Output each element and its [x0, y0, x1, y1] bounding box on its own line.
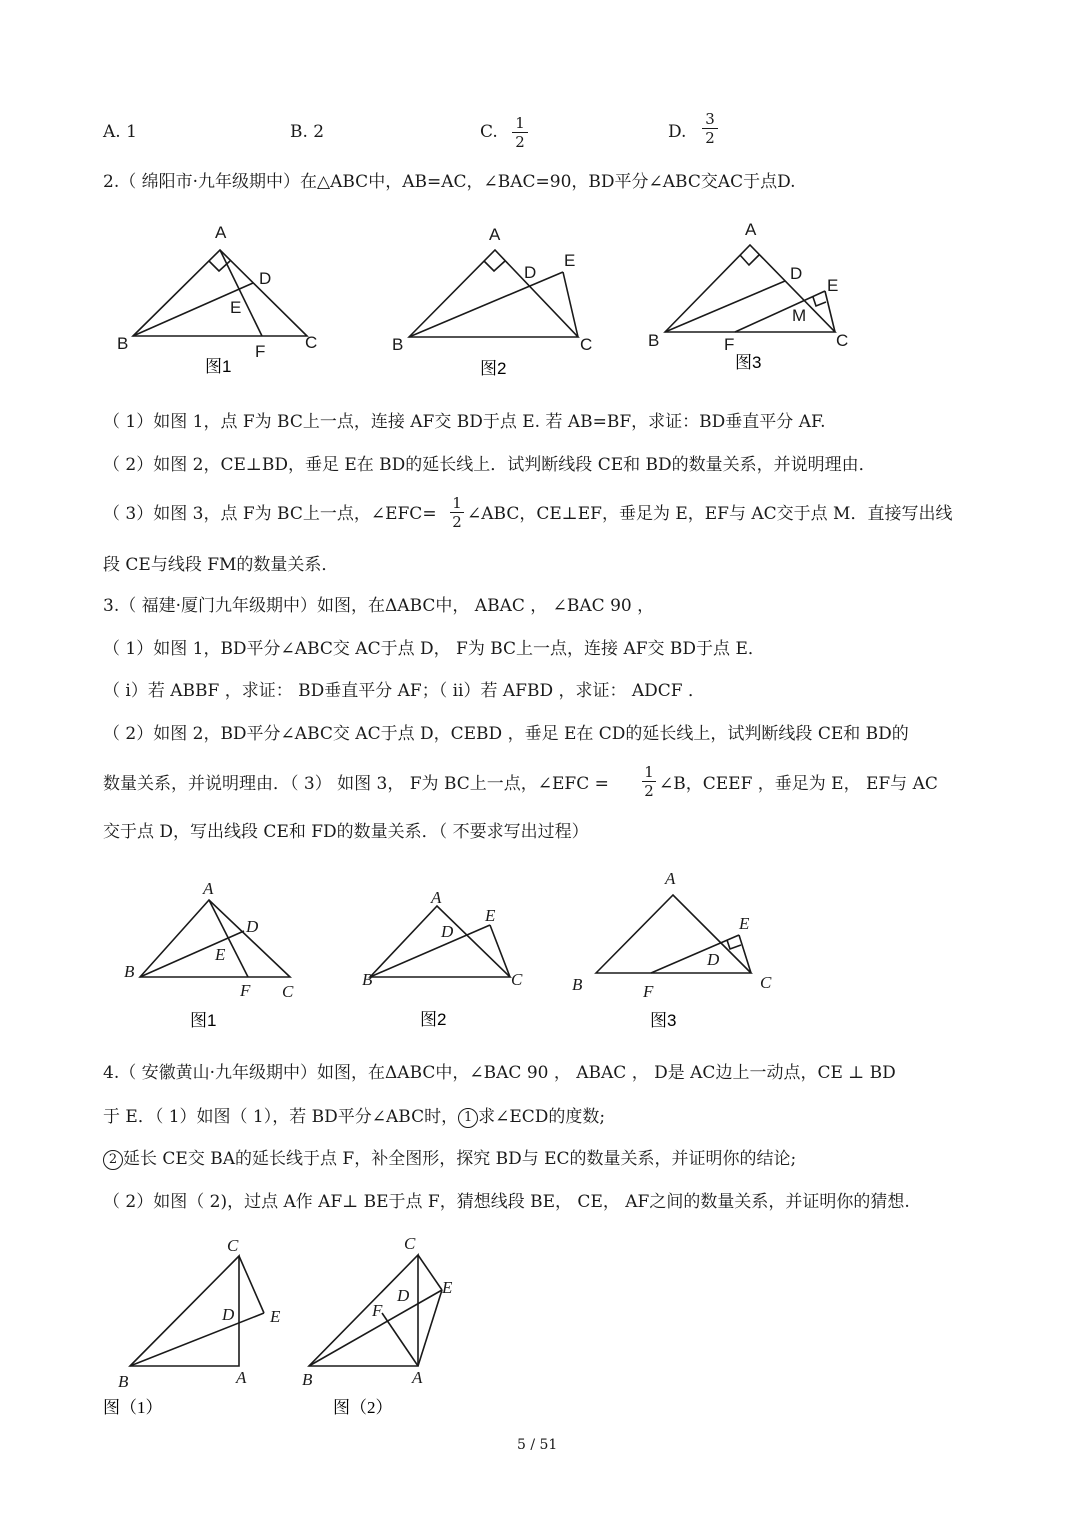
- segment-ce: [418, 1255, 442, 1290]
- fraction-numerator: 1: [644, 763, 654, 781]
- label-f: F: [724, 335, 735, 354]
- label-d: D: [259, 269, 272, 288]
- label-b: B: [117, 334, 129, 353]
- label-d: D: [397, 1286, 410, 1305]
- label-a: A: [215, 223, 227, 242]
- label-b: B: [118, 1372, 129, 1391]
- label-e: E: [564, 251, 576, 270]
- q3-part3-b: ∠B，CEEF ，垂足为 E， EF与 AC: [659, 774, 938, 794]
- q3-fig1-caption: 图1: [190, 1011, 217, 1030]
- label-f: F: [372, 1301, 383, 1320]
- label-c: C: [836, 331, 849, 350]
- label-c: C: [404, 1234, 416, 1253]
- label-a: A: [412, 1368, 423, 1387]
- q3-part3-c: 交于点 D，写出线段 CE和 FD的数量关系．（ 不要求写出过程）: [103, 822, 589, 842]
- label-a: A: [665, 869, 676, 888]
- label-a: A: [489, 225, 501, 244]
- q4-fig2-caption: 图（2）: [333, 1398, 393, 1417]
- q3-fig3-caption: 图3: [650, 1011, 677, 1030]
- circled-number-2: 2: [103, 1150, 123, 1170]
- q3-part1-sub: （ i）若 ABBF ，求证： BD垂直平分 AF；（ ii）若 AFBD ，求证： ADCF ．: [103, 681, 706, 701]
- fraction-numerator: 3: [705, 110, 715, 128]
- label-b: B: [572, 975, 583, 994]
- fraction-denominator: 2: [512, 132, 528, 151]
- label-e: E: [442, 1278, 453, 1297]
- label-e: E: [827, 276, 839, 295]
- label-c: C: [760, 973, 772, 992]
- label-c: C: [511, 970, 523, 989]
- label-d: D: [222, 1305, 235, 1324]
- label-d: D: [524, 263, 537, 282]
- label-a: A: [203, 879, 214, 898]
- label-d: D: [707, 950, 720, 969]
- option-c: C.: [480, 122, 498, 142]
- q3-part2: （ 2）如图 2，BD平分∠ABC交 AC于点 D，CEBD ，垂足 E在 CD的延长线上，试判断线段 CE和 BD的: [103, 724, 909, 744]
- label-b: B: [362, 970, 373, 989]
- q3-part3-a: 数量关系，并说明理由．（ 3） 如图 3， F为 BC上一点，∠EFC =: [103, 774, 609, 794]
- q2-part3-a: （ 3）如图 3，点 F为 BC上一点，∠EFC=: [103, 504, 437, 524]
- segment-bd: [130, 1313, 264, 1366]
- label-a: A: [745, 220, 757, 239]
- q4-part1-text: 于 E．（ 1）如图（ 1），若 BD平分∠ABC时，: [103, 1107, 459, 1127]
- label-b: B: [392, 335, 404, 354]
- fraction-denominator: 2: [450, 512, 464, 531]
- label-f: F: [255, 342, 266, 361]
- q2-part3-c: 段 CE与线段 FM的数量关系．: [103, 555, 339, 575]
- q2-part2: （ 2）如图 2，CE⊥BD，垂足 E在 BD的延长线上．试判断线段 CE和 BD的数量关系，并说明理由．: [103, 455, 876, 475]
- label-a: A: [431, 888, 442, 907]
- q4-part1-question: 求∠ECD的度数;: [478, 1107, 606, 1127]
- label-d: D: [790, 264, 803, 283]
- label-c: C: [305, 333, 318, 352]
- circled-number-1: 1: [458, 1108, 478, 1128]
- label-m: M: [792, 306, 807, 325]
- q4-figure-2: [302, 1234, 453, 1389]
- label-e: E: [215, 945, 226, 964]
- label-b: B: [648, 331, 660, 350]
- q3-header: 3.（ 福建·厦门九年级期中）如图，在ΔABC中， ABAC ， ∠BAC 90 ，: [103, 596, 655, 616]
- q2-part3-b: ∠ABC，CE⊥EF，垂足为 E，EF与 AC交于点 M．直接写出线: [467, 504, 953, 524]
- fraction-numerator: 1: [452, 494, 462, 512]
- option-a: A. 1: [103, 122, 137, 142]
- q4-header: 4.（ 安徽黄山·九年级期中）如图，在ΔABC中，∠BAC 90 ， ABAC ， D是 AC边上一动点，CE ⊥ BD: [103, 1063, 896, 1083]
- q3-fig2-caption: 图2: [420, 1010, 447, 1029]
- label-d: D: [246, 917, 259, 936]
- q2-fig2-caption: 图2: [480, 359, 507, 378]
- label-d: D: [441, 922, 454, 941]
- q4-figure-1: [118, 1236, 281, 1391]
- q3-part1: （ 1）如图 1，BD平分∠ABC交 AC于点 D， F为 BC上一点，连接 AF交 BD于点 E．: [103, 639, 765, 659]
- label-c: C: [282, 982, 294, 1001]
- label-e: E: [485, 906, 496, 925]
- label-e: E: [739, 914, 750, 933]
- q2-part1: （ 1）如图 1，点 F为 BC上一点，连接 AF交 BD于点 E. 若 AB=BF，求证：BD垂直平分 AF.: [103, 412, 826, 432]
- option-d: D.: [668, 122, 687, 142]
- segment-af: [382, 1313, 418, 1366]
- q4-part1-2-text: 延长 CE交 BA的延长线于点 F，补全图形，探究 BD与 EC的数量关系，并证明你的结论;: [123, 1149, 797, 1169]
- label-f: F: [643, 982, 654, 1001]
- label-c: C: [580, 335, 593, 354]
- fraction-denominator: 2: [702, 128, 718, 147]
- label-b: B: [302, 1370, 313, 1389]
- q4-part2: （ 2）如图（ 2)，过点 A作 AF⊥ BE于点 F，猜想线段 BE， CE， AF之间的数量关系，并证明你的猜想.: [103, 1192, 910, 1212]
- label-b: B: [124, 962, 135, 981]
- page-number: 5 / 51: [517, 1437, 558, 1453]
- label-f: F: [240, 981, 251, 1000]
- segment-ce: [239, 1256, 264, 1313]
- q2-header: 2.（ 绵阳市·九年级期中）在△ABC中，AB=AC，∠BAC=90，BD平分∠ABC交AC于点D.: [103, 172, 796, 192]
- q4-fig1-caption: 图（1）: [103, 1398, 163, 1417]
- q2-fig3-caption: 图3: [735, 353, 762, 372]
- label-a: A: [236, 1368, 247, 1387]
- label-c: C: [227, 1236, 239, 1255]
- label-e: E: [270, 1307, 281, 1326]
- label-e: E: [230, 298, 242, 317]
- option-b: B. 2: [290, 122, 325, 142]
- triangle-abc: [309, 1255, 418, 1366]
- fraction-numerator: 1: [515, 114, 525, 132]
- fraction-denominator: 2: [642, 781, 656, 800]
- q2-fig1-caption: 图1: [205, 357, 232, 376]
